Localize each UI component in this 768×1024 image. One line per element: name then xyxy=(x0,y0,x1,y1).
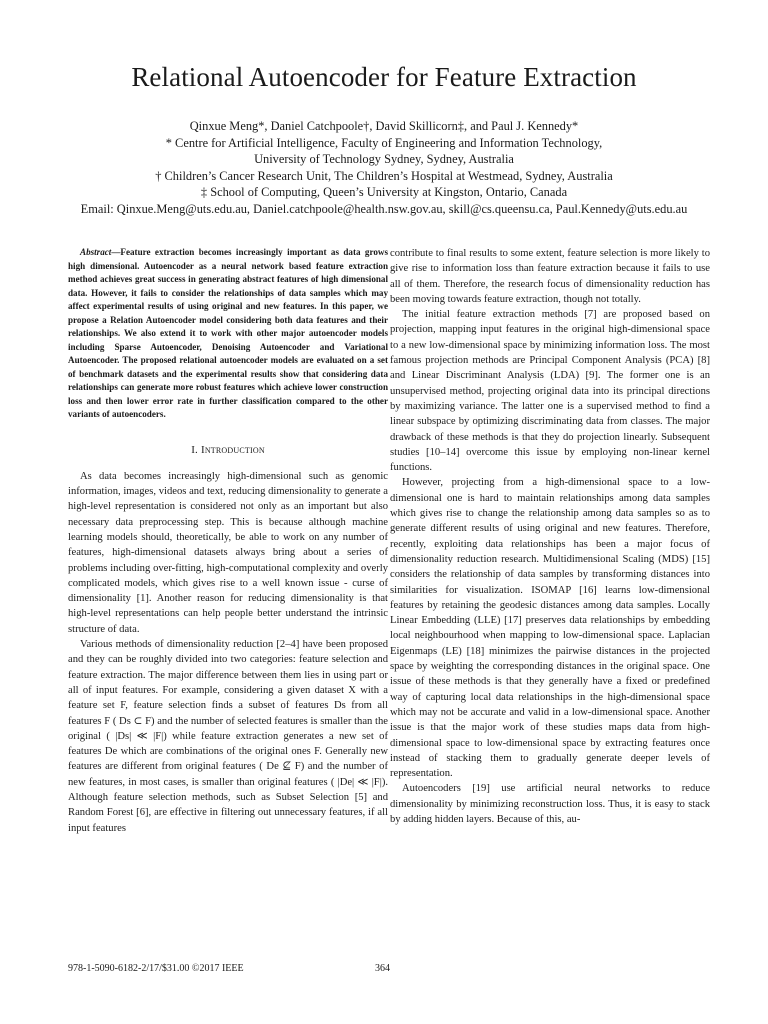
intro-paragraph-2: Various methods of dimensionality reduction [2–4] have been proposed and they can be roughly divided into two categories: feature selection and feature extraction. The major difference between them lies in using part or all of input features. For example, considering a given dataset X with a feature set F, feature selection finds a subset of features Ds from all features F ( Ds ⊂ F) and the number of selected features is smaller than the original ( |Ds| ≪ |F|) while feature extraction generates a new set of features De which are combinations of the original ones F. Generally new features are different from original features ( De ⊈ F) and the number of new features, in most cases, is smaller than original features ( |De| ≪ |F|). Although feature selection methods, such as Subset Selection [5] and Random Forest [6], are effective in filtering out unnecessary features, if all input features xyxy=(68,639,388,834)
section-title: Introduction xyxy=(200,443,265,456)
abstract xyxy=(68,246,388,422)
intro-paragraph-4: The initial feature extraction methods [7] are proposed based on projection, mapping input features in the original high-dimensional space to a new low-dimensional space by minimizing information loss. The most famous projection methods are Principal Component Analysis (PCA) [8] and Linear Discriminant Analysis (LDA) [9]. The former one is an unsupervised method, projecting original data into its principal directions by maximizing variance. The latter one is a supervised method to find a linear subspace by optimizing discriminating data from classes. The major drawback of these methods is that they do projection linearly. Subsequent studies [10–14] overcome this issue by employing non-linear kernel functions. xyxy=(390,309,710,474)
affiliation-2: † Children’s Cancer Research Unit, The Children’s Hospital at Westmead, Sydney, Australia xyxy=(155,168,613,183)
intro-paragraph-1: As data becomes increasingly high-dimensional such as genomic information, images, videos and text, reducing dimensionality to generate a high-level representation is considered not only as an important but also necessary data preprocessing step. This is because although machine learning models should, theoretically, be able to work on any number of features, high-dimensional datasets always bring about a series of problems including over-fitting, high-computational complexity and overly complicated models, which gives rise to a well known issue - curse of dimensionality [1]. Another reason for reducing dimensionality is that high-level representations can help people better understand the intrinsic structure of data. xyxy=(68,470,388,635)
abstract-lead: Abstract xyxy=(80,247,112,257)
author-names: Qinxue Meng*, Daniel Catchpoole†, David Skillicorn‡, and Paul J. Kennedy* xyxy=(189,119,579,133)
affiliation-1b: University of Technology Sydney, Sydney, Australia xyxy=(254,152,514,166)
abstract-text: —Feature extraction becomes increasingly important as data grows high dimensional. Autoencoder as a neural network based feature extraction method achieves great success in generating abstract features of high dimensional data. However, it fails to consider the relationships of data samples which may affect experimental results of using original and new features. In this paper, we propose a Relation Autoencoder model considering both data features and their relationships. We also extend it to work with other major autoencoder models including Sparse Autoencoder, Denoising Autoencoder and Variational Autoencoder. The proposed relational autoencoder models are evaluated on a set of benchmark datasets and the experimental results show that considering data relationships can generate more robust features which achieve lower construction loss and then lower error rate in further classification compared to the other variants of autoencoders. xyxy=(68,247,388,419)
author-emails: Email: Qinxue.Meng@uts.edu.au, Daniel.catchpoole@health.nsw.gov.au, skill@cs.queensu.ca, Paul.Kennedy@uts.edu.au xyxy=(80,201,688,216)
paper-title: Relational Autoencoder for Feature Extraction xyxy=(131,62,637,92)
section-number: I. xyxy=(191,443,199,456)
intro-paragraph-5: However, projecting from a high-dimensional space to a low-dimensional one is hard to maintain relationships among data samples which gives rise to change the relationship among data samples so as to generate different results of using original and new features. Therefore, recently, exploiting data relationships has been a major focus of dimensionality reduction research. Multidimensional Scaling (MDS) [15] considers the relationship of data samples by transforming distances into similarities for visualization. ISOMAP [16] learns low-dimensional features by retaining the geodesic distances among data samples. Locally Linear Embedding (LLE) [17] preserves data relationships by embedding local neighbourhood when mapping to low-dimensional space. Laplacian Eigenmaps (LE) [18] minimizes the pairwise distances in the projected space by weighting the corresponding distances in the original space. One issue of these methods is that they generally have a fixed or predefined way of capturing local data relationships in the high-dimensional space which may not be accurate and valid in a low-dimensional space. Another issue is that the major work of these studies maps data from high-dimensional space to low-dimensional space by extracting features once instead of stacking them to gradually generate deeper levels of representation. xyxy=(390,477,710,780)
page-number: 364 xyxy=(375,963,390,974)
intro-paragraph-3: contribute to final results to some extent, feature selection is more likely to give rise to information loss than feature extraction because it fails to use all of them. Therefore, the research focus of dimensionality reduction has been moving towards feature extraction, though not totally. xyxy=(390,248,710,305)
author-block xyxy=(0,118,768,217)
affiliation-1: * Centre for Artificial Intelligence, Faculty of Engineering and Information Technology, xyxy=(165,135,603,150)
section-heading xyxy=(68,443,388,458)
affiliation-3: ‡ School of Computing, Queen’s University at Kingston, Ontario, Canada xyxy=(200,185,568,199)
right-column xyxy=(390,246,710,827)
copyright-footer: 978-1-5090-6182-2/17/$31.00 ©2017 IEEE xyxy=(68,963,244,974)
left-column xyxy=(68,246,388,836)
intro-paragraph-6: Autoencoders [19] use artificial neural networks to reduce dimensionality by minimizing reconstruction loss. Thus, it is easy to stack by adding hidden layers. Because of this, au- xyxy=(390,783,710,825)
